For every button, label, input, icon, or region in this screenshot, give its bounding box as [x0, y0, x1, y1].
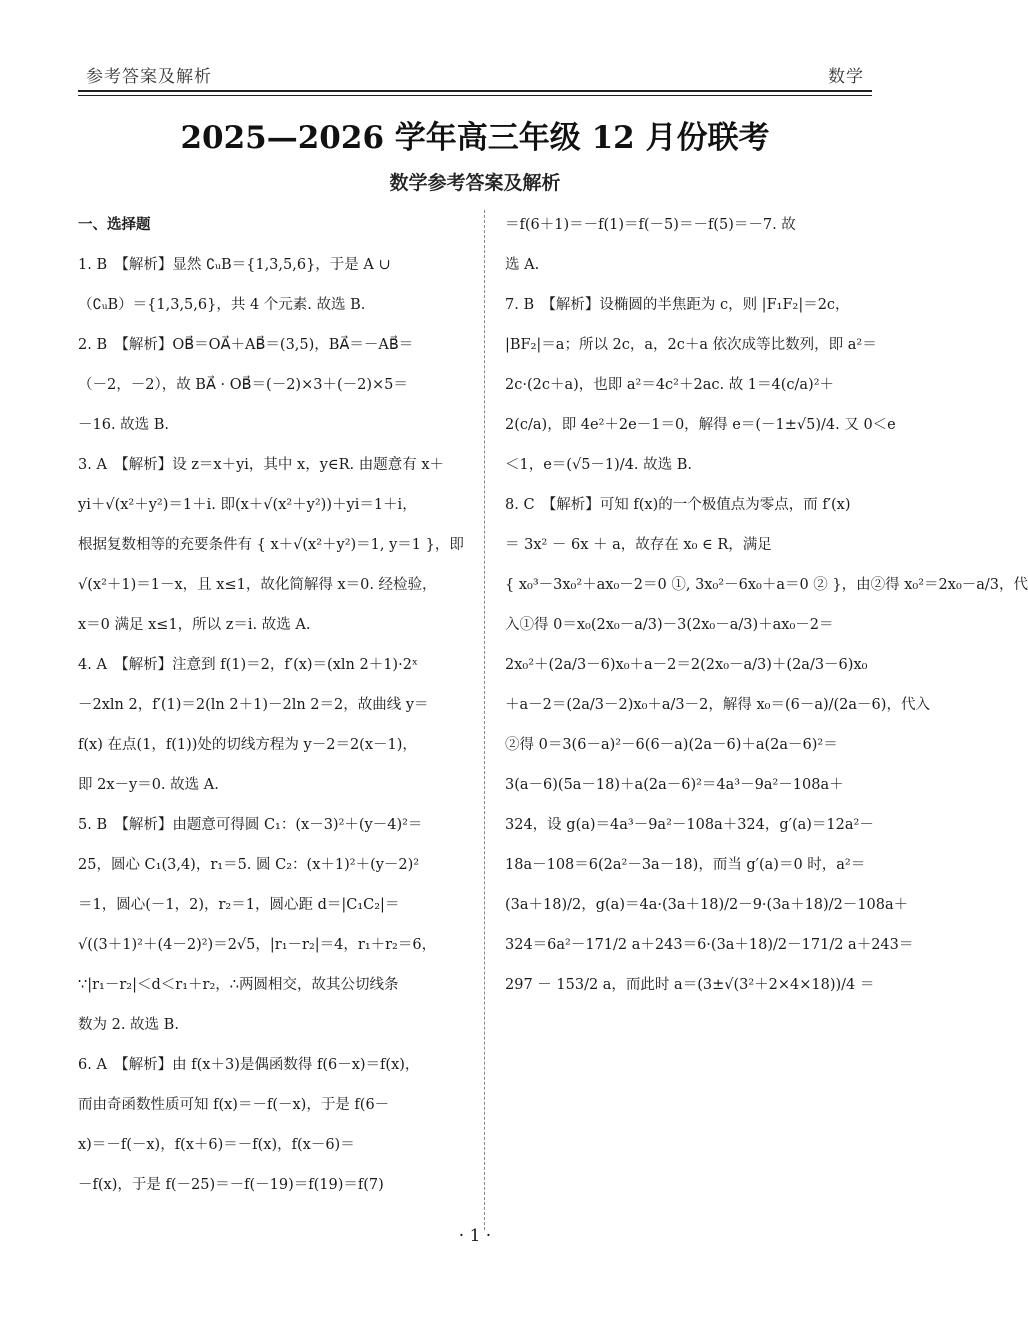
- text-line: √((3＋1)²＋(4－2)²)＝2√5，|r₁－r₂|＝4，r₁＋r₂＝6，: [78, 937, 437, 953]
- text-line: 7. B 【解析】设椭圆的半焦距为 c，则 |F₁F₂|＝2c，: [505, 297, 850, 313]
- header-left-label: 参考答案及解析: [86, 67, 212, 87]
- left-text-lines: [78, 245, 464, 1205]
- text-line: 3. A 【解析】设 z＝x＋yi，其中 x，y∈R. 由题意有 x＋: [78, 457, 445, 473]
- text-line: ＜1，e＝(√5－1)/4. 故选 B.: [505, 457, 693, 473]
- text-line: ＝f(6＋1)＝－f(1)＝f(－5)＝－f(5)＝－7. 故: [505, 217, 796, 233]
- text-line: 2x₀²＋(2a/3－6)x₀＋a－2＝2(2x₀－a/3)＋(2a/3－6)x₀: [505, 657, 868, 673]
- text-line: f(x) 在点(1，f(1))处的切线方程为 y－2＝2(x－1)，: [78, 737, 417, 753]
- text-line: 25，圆心 C₁(3,4)，r₁＝5. 圆 C₂：(x＋1)²＋(y－2)²: [78, 857, 420, 873]
- text-line: 2. B 【解析】OB⃗＝OA⃗＋AB⃗＝(3,5)，BA⃗＝－AB⃗＝: [78, 337, 414, 353]
- text-line: x＝0 满足 x≤1，所以 z＝i. 故选 A.: [78, 617, 311, 633]
- text-line: ②得 0＝3(6－a)²－6(6－a)(2a－6)＋a(2a－6)²＝: [505, 737, 838, 753]
- text-line: （∁ᵤB）＝{1,3,5,6}，共 4 个元素. 故选 B.: [78, 297, 366, 313]
- column-divider: [484, 210, 485, 1230]
- text-line: { x₀³－3x₀²＋ax₀－2＝0 ①, 3x₀²－6x₀＋a＝0 ② }，由②得 x₀²＝2x₀－a/3，代: [505, 577, 1028, 593]
- text-line: ＝ 3x² － 6x ＋ a，故存在 x₀ ∈ R，满足: [505, 537, 772, 553]
- section-heading: 一、选择题: [78, 217, 151, 233]
- text-line: 324＝6a²－171/2 a＋243＝6·(3a＋18)/2－171/2 a＋243＝: [505, 937, 914, 953]
- text-line: 5. B 【解析】由题意可得圆 C₁：(x－3)²＋(y－4)²＝: [78, 817, 423, 833]
- text-line: 6. A 【解析】由 f(x＋3)是偶函数得 f(6－x)＝f(x)，: [78, 1057, 420, 1073]
- header-subject-label: 数学: [828, 67, 864, 87]
- text-line: 8. C 【解析】可知 f(x)的一个极值点为零点，而 f′(x): [505, 497, 851, 513]
- text-line: 根据复数相等的充要条件有 { x＋√(x²＋y²)＝1, y＝1 }，即: [78, 537, 464, 553]
- header-rule-thick: [78, 90, 872, 92]
- document-subtitle: 数学参考答案及解析: [389, 172, 561, 194]
- text-line: －f(x)，于是 f(－25)＝－f(－19)＝f(19)＝f(7): [78, 1177, 384, 1193]
- text-line: 18a－108＝6(2a²－3a－18)，而当 g′(a)＝0 时，a²＝: [505, 857, 866, 873]
- text-line: 选 A.: [505, 257, 540, 273]
- text-line: 4. A 【解析】注意到 f(1)＝2，f′(x)＝(xln 2＋1)·2ˣ: [78, 657, 419, 673]
- text-line: 而由奇函数性质可知 f(x)＝－f(－x)，于是 f(6－: [78, 1097, 390, 1113]
- text-line: ∵|r₁－r₂|＜d＜r₁＋r₂，∴两圆相交，故其公切线条: [78, 977, 399, 993]
- text-line: yi＋√(x²＋y²)＝1＋i. 即(x＋√(x²＋y²))＋yi＝1＋i，: [78, 497, 417, 513]
- text-line: 3(a－6)(5a－18)＋a(2a－6)²＝4a³－9a²－108a＋: [505, 777, 844, 793]
- text-line: 297 － 153/2 a，而此时 a＝(3±√(3²＋2×4×18))/4 ＝: [505, 977, 875, 993]
- text-line: x)＝－f(－x)，f(x＋6)＝－f(x)，f(x－6)＝: [78, 1137, 355, 1153]
- text-line: (3a＋18)/2，g(a)＝4a·(3a＋18)/2－9·(3a＋18)/2－108a＋: [505, 897, 909, 913]
- text-line: ＋a－2＝(2a/3－2)x₀＋a/3－2，解得 x₀＝(6－a)/(2a－6)，代入: [505, 697, 930, 713]
- text-line: ＝1，圆心(－1，2)，r₂＝1，圆心距 d＝|C₁C₂|＝: [78, 897, 400, 913]
- text-line: 入①得 0＝x₀(2x₀－a/3)－3(2x₀－a/3)＋ax₀－2＝: [505, 617, 834, 633]
- text-line: 2(c/a)，即 4e²＋2e－1＝0，解得 e＝(－1±√5)/4. 又 0＜e: [505, 417, 896, 433]
- text-line: （－2，－2），故 BA⃗ · OB⃗＝(－2)×3＋(－2)×5＝: [78, 377, 408, 393]
- text-line: 1. B 【解析】显然 ∁ᵤB＝{1,3,5,6}，于是 A ∪: [78, 257, 391, 273]
- page-number: · 1 ·: [458, 1226, 492, 1246]
- text-line: 数为 2. 故选 B.: [78, 1017, 179, 1033]
- header-rule-thin: [78, 95, 872, 96]
- left-column: [78, 205, 464, 1205]
- text-line: |BF₂|＝a；所以 2c，a，2c＋a 依次成等比数列，即 a²＝: [505, 337, 877, 353]
- page-header: [78, 58, 872, 92]
- document-title: 2025—2026 学年高三年级 12 月份联考: [180, 120, 770, 156]
- text-line: √(x²＋1)＝1－x，且 x≤1，故化简解得 x＝0. 经检验，: [78, 577, 437, 593]
- text-line: 324，设 g(a)＝4a³－9a²－108a＋324，g′(a)＝12a²－: [505, 817, 874, 833]
- right-column: [505, 205, 1028, 1005]
- text-line: 即 2x－y＝0. 故选 A.: [78, 777, 219, 793]
- text-line: 2c·(2c＋a)，也即 a²＝4c²＋2ac. 故 1＝4(c/a)²＋: [505, 377, 835, 393]
- right-text-lines: [505, 205, 1028, 1005]
- text-line: －2xln 2，f′(1)＝2(ln 2＋1)－2ln 2＝2，故曲线 y＝: [78, 697, 429, 713]
- text-line: －16. 故选 B.: [78, 417, 170, 433]
